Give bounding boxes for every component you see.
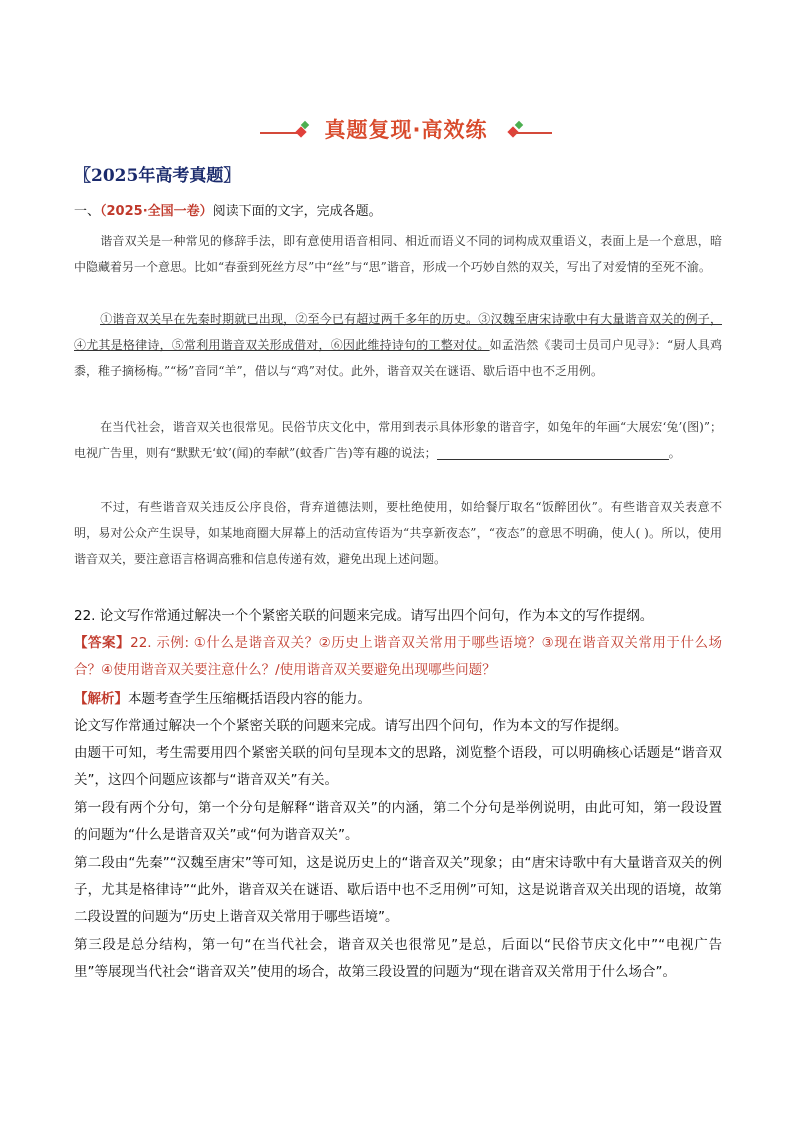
answer-block bbox=[74, 630, 722, 684]
fill-blank-line[interactable] bbox=[437, 445, 669, 460]
analysis-paragraph-6: 第三段是总分结构，第一句“在当代社会，谐音双关也很常见”是总，后面以“民俗节庆文化中”“电视广告里”等展现当代社会“谐音双关”使用的场合，故第三段设置的问题为“现在谐音双关常用于什么场合”。 bbox=[74, 937, 722, 980]
analysis-label: 【解析】 bbox=[74, 691, 128, 707]
passage-p3-text: 在当代社会，谐音双关也很常见。民俗节庆文化中，常用到表示具体形象的谐音字，如兔年的年画“大展宏‘兔’(图)”；电视广告里，则有“默默无‘蚊’(闻)的奉献”(蚊香广告)等有趣的说法； bbox=[74, 420, 722, 460]
analysis-line-1 bbox=[74, 686, 722, 713]
passage-p3-end: 。 bbox=[668, 446, 681, 460]
passage-p2-rest: 如孟浩然《裴司士员司户见寻》：“厨人具鸡黍，稚子摘杨梅。”“杨”音同“羊”，借以与“鸡”对仗。此外，谐音双关在谜语、歇后语中也不乏用例。 bbox=[74, 338, 722, 378]
analysis-paragraph-4: 第一段有两个分句，第一个分句是解释“谐音双关”的内涵，第二个分句是举例说明，由此可知，第一段设置的问题为“什么是谐音双关”或“何为谐音双关”。 bbox=[74, 800, 722, 843]
passage-p1-text: 谐音双关是一种常见的修辞手法，即有意使用语音相同、相近而语义不同的词构成双重语义，表面上是一个意思，暗中隐藏着另一个意思。比如“春蚕到死丝方尽”中“丝”与“思”谐音，形成一个巧妙自然的双关，写出了对爱情的至死不渝。 bbox=[74, 234, 722, 274]
passage-paragraph-1 bbox=[74, 228, 722, 280]
analysis-paragraph-3: 由题干可知，考生需要用四个紧密关联的问句呈现本文的思路，浏览整个语段，可以明确核心话题是“谐音双关”，这四个问题应该都与“谐音双关”有关。 bbox=[74, 745, 722, 788]
banner-right-rule bbox=[512, 132, 552, 134]
analysis-paragraph-5: 第二段由“先秦”“汉魏至唐宋”等可知，这是说历史上的“谐音双关”现象；由“唐宋诗歌中有大量谐音双关的例子，尤其是格律诗”“此外，谐音双关在谜语、歇后语中也不乏用例”可知，这是说谐音双关出现的语境，故第二段设置的问题为“历史上谐音双关常用于哪些语境”。 bbox=[74, 855, 722, 925]
passage-paragraph-3 bbox=[74, 414, 722, 466]
answer-text: 22. 示例: ①什么是谐音双关？②历史上谐音双关常用于哪些语境？③现在谐音双关常用于什么场合？④使用谐音双关要注意什么？/使用谐音双关要避免出现哪些问题？ bbox=[74, 635, 722, 678]
answer-label: 【答案】 bbox=[74, 635, 131, 651]
question-source: （2025·全国一卷） bbox=[100, 204, 213, 219]
passage-p4-text: 不过，有些谐音双关违反公序良俗，背弃道德法则，要杜绝使用，如给餐厅取名“饭醉团伙”。有些谐音双关表意不明，易对公众产生误导，如某地商圈大屏幕上的活动宣传语为“共享新夜态”，“夜态”的意思不明确，使人( )。所以，使用谐音双关，要注意语言格调高雅和信息传递有效，避免出现上述问题。 bbox=[74, 500, 722, 566]
section-tag: 〖2025年高考真题〗 bbox=[74, 166, 241, 186]
passage-paragraph-4 bbox=[74, 494, 722, 572]
analysis-text-1: 本题考查学生压缩概括语段内容的能力。 bbox=[128, 691, 371, 707]
section-banner bbox=[0, 110, 794, 146]
question-heading bbox=[74, 200, 382, 219]
banner-title: 真题复现·高效练 bbox=[324, 118, 488, 142]
question-instruction: 阅读下面的文字，完成各题。 bbox=[212, 204, 382, 219]
passage-paragraph-2 bbox=[74, 306, 722, 384]
banner-left-rule bbox=[260, 132, 300, 134]
analysis-line-2: 论文写作常通过解决一个个紧密关联的问题来完成。请写出四个问句，作为本文的写作提纲。 bbox=[74, 718, 628, 734]
passage-p2-underlined: ①谐音双关早在先秦时期就已出现，②至今已有超过两千多年的历史。③汉魏至唐宋诗歌中有大量谐音双关的例子，④尤其是格律诗，⑤常利用谐音双关形成借对，⑥因此维持诗句的工整对仗。 bbox=[74, 312, 722, 352]
question-22: 22. 论文写作常通过解决一个个紧密关联的问题来完成。请写出四个问句，作为本文的写作提纲。 bbox=[74, 608, 654, 624]
question-number: 一、 bbox=[74, 204, 101, 219]
banner-right-deco-green bbox=[515, 121, 523, 129]
